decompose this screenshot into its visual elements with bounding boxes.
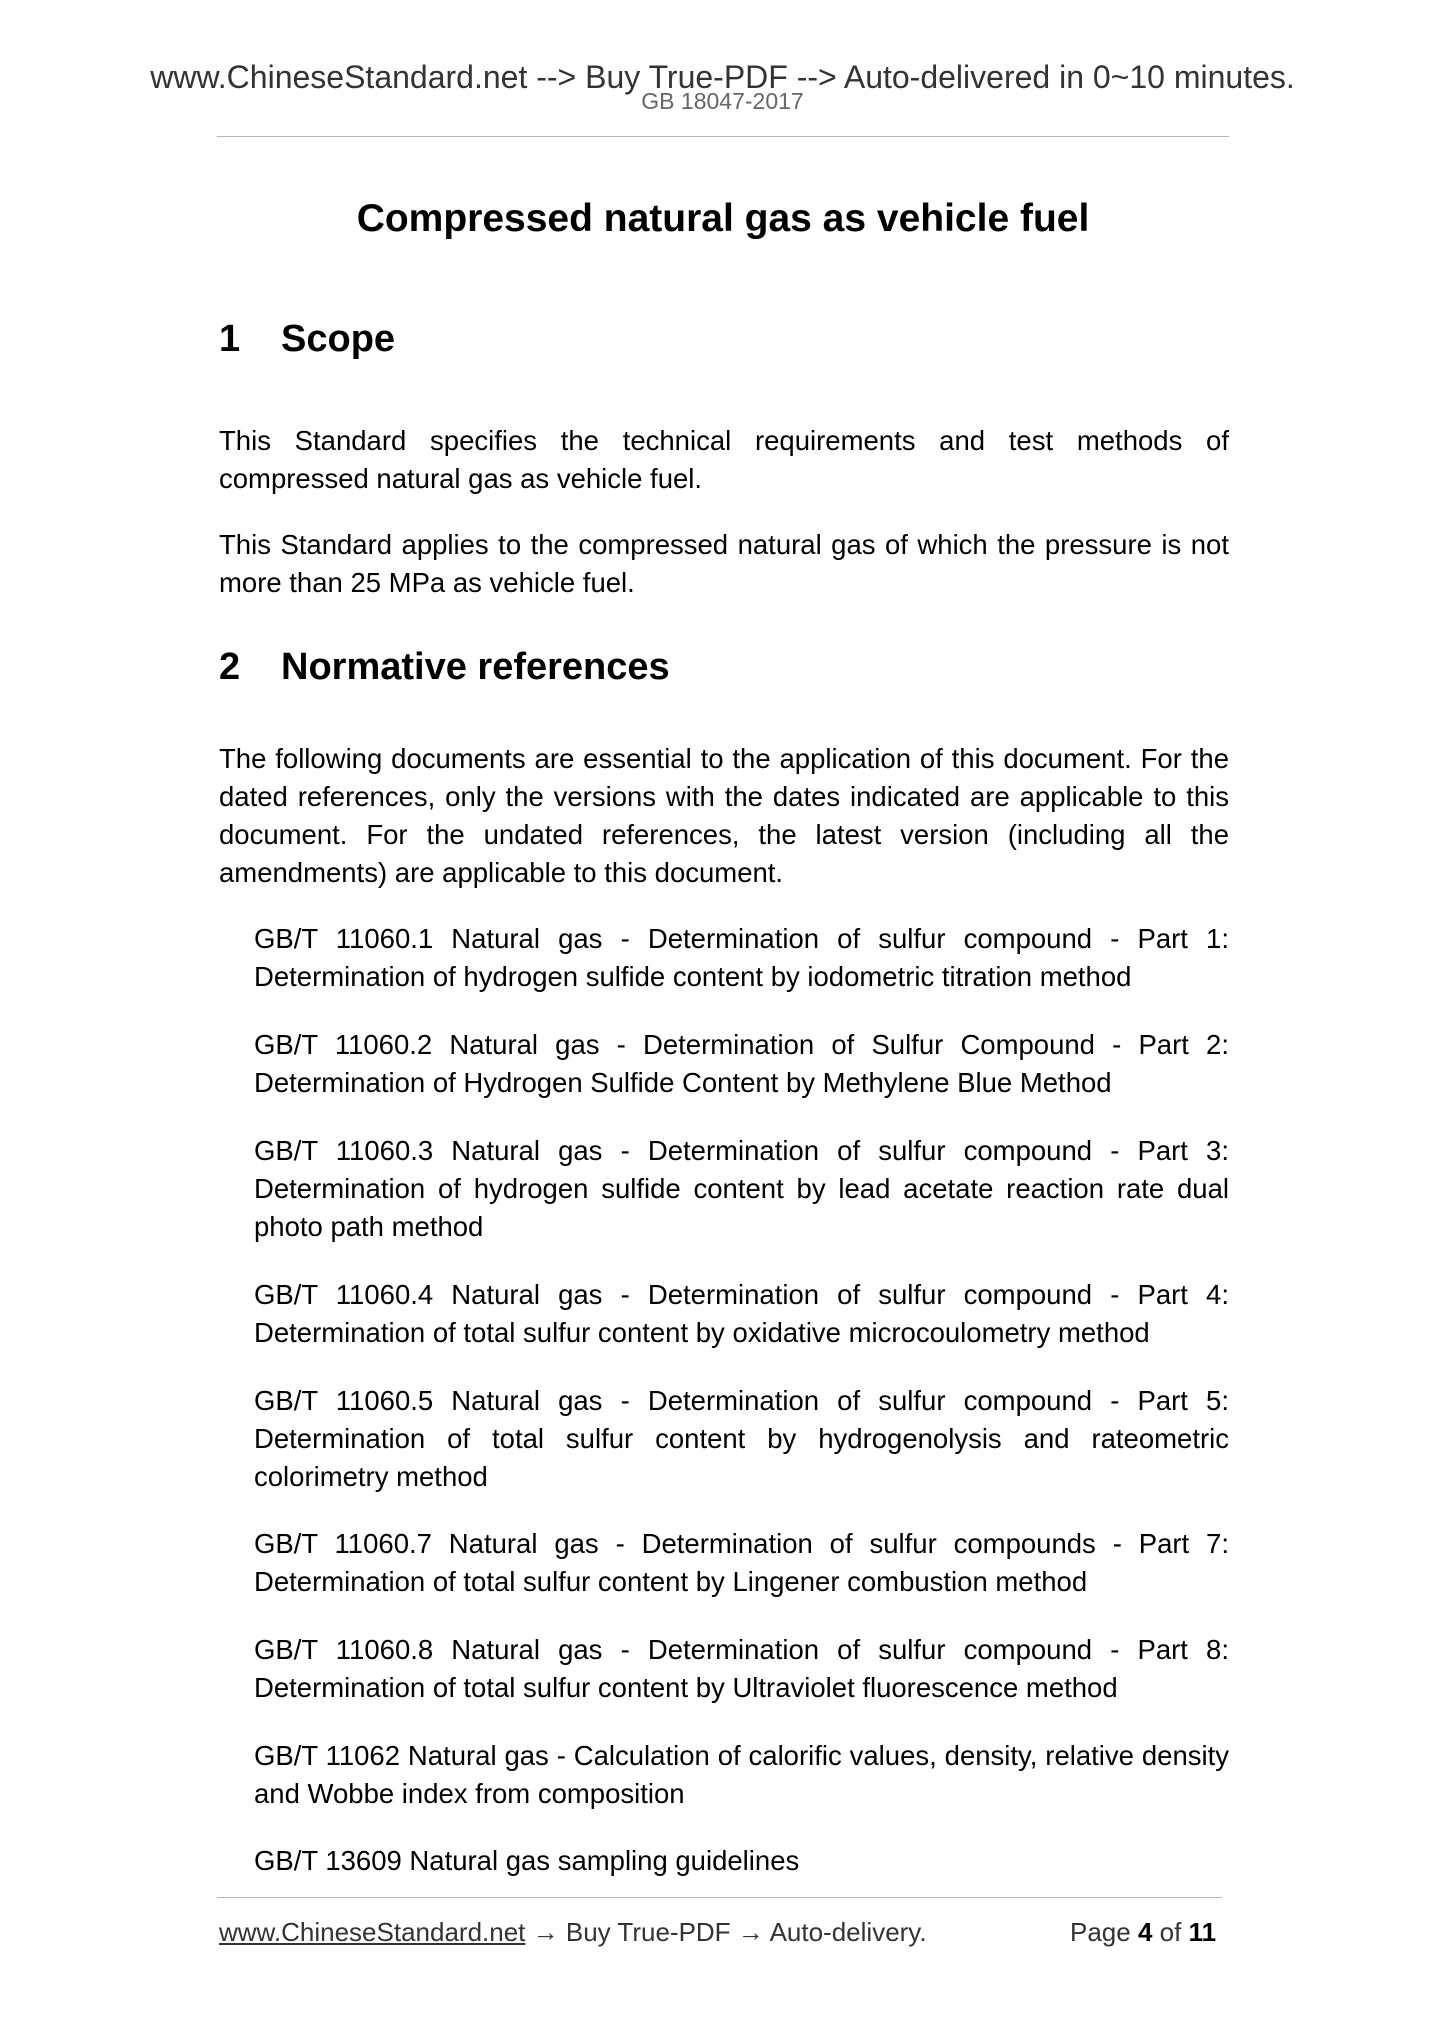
reference-item: GB/T 11060.3 Natural gas - Determination of sulfur compound - Part 3: Determination of hydrogen sulfide content by lead acetate reaction rate dual photo path method [254,1135,1229,1242]
reference-item: GB/T 11060.1 Natural gas - Determination of sulfur compound - Part 1: Determination of hydrogen sulfide content by iodometric titration method [254,923,1229,992]
scope-paragraph-1: This Standard specifies the technical requirements and test methods of compressed natural gas as vehicle fuel. [219,425,1229,494]
reference-item: GB/T 11062 Natural gas - Calculation of calorific values, density, relative density and Wobbe index from composition [254,1740,1229,1809]
reference-item: GB/T 11060.4 Natural gas - Determination of sulfur compound - Part 4: Determination of total sulfur content by oxidative microcoulometry method [254,1279,1229,1348]
top-site-link[interactable]: www.ChineseStandard.net [150,59,528,95]
section-1-number: 1 [219,318,241,360]
scope-paragraph-2: This Standard applies to the compressed natural gas of which the pressure is not more than 25 MPa as vehicle fuel. [219,529,1229,598]
top-banner-text: --> Buy True-PDF --> Auto-delivered in 0~10 minutes. [527,59,1295,95]
page-of: of [1152,1917,1189,1947]
document-title: Compressed natural gas as vehicle fuel [356,197,1090,240]
page-word: Page [1070,1917,1138,1947]
footer-left [219,1916,927,1948]
footer-site-link[interactable]: www.ChineseStandard.net [219,1917,526,1947]
reference-item: GB/T 11060.5 Natural gas - Determination of sulfur compound - Part 5: Determination of total sulfur content by hydrogenolysis and rateometric colorimetry method [254,1385,1229,1492]
reference-item: GB/T 11060.2 Natural gas - Determination of Sulfur Compound - Part 2: Determination of Hydrogen Sulfide Content by Methylene Blue Method [254,1029,1229,1098]
section-2-title: Normative references [281,646,670,688]
reference-item: GB/T 13609 Natural gas sampling guidelines [254,1845,800,1876]
section-1-title: Scope [281,318,396,360]
reference-item: GB/T 11060.8 Natural gas - Determination of sulfur compound - Part 8: Determination of total sulfur content by Ultraviolet fluorescence method [254,1634,1229,1703]
page-total: 11 [1188,1917,1217,1947]
header-divider [217,136,1229,137]
page-current: 4 [1137,1917,1153,1947]
references-intro-paragraph: The following documents are essential to the application of this document. For the dated references, only the versions with the dates indicated are applicable to this document. For the undated references, the latest version (including all the amendments) are applicable to this document. [219,743,1229,888]
footer-divider [217,1897,1222,1898]
footer-tagline: → Buy True-PDF → Auto-delivery. [525,1917,927,1947]
page-indicator [1070,1916,1216,1948]
section-2-heading [219,645,670,689]
document-code: GB 18047-2017 [641,88,804,114]
section-2-number: 2 [219,646,241,688]
reference-item: GB/T 11060.7 Natural gas - Determination of sulfur compounds - Part 7: Determination of total sulfur content by Lingener combustion method [254,1528,1229,1597]
section-1-heading [219,317,395,361]
